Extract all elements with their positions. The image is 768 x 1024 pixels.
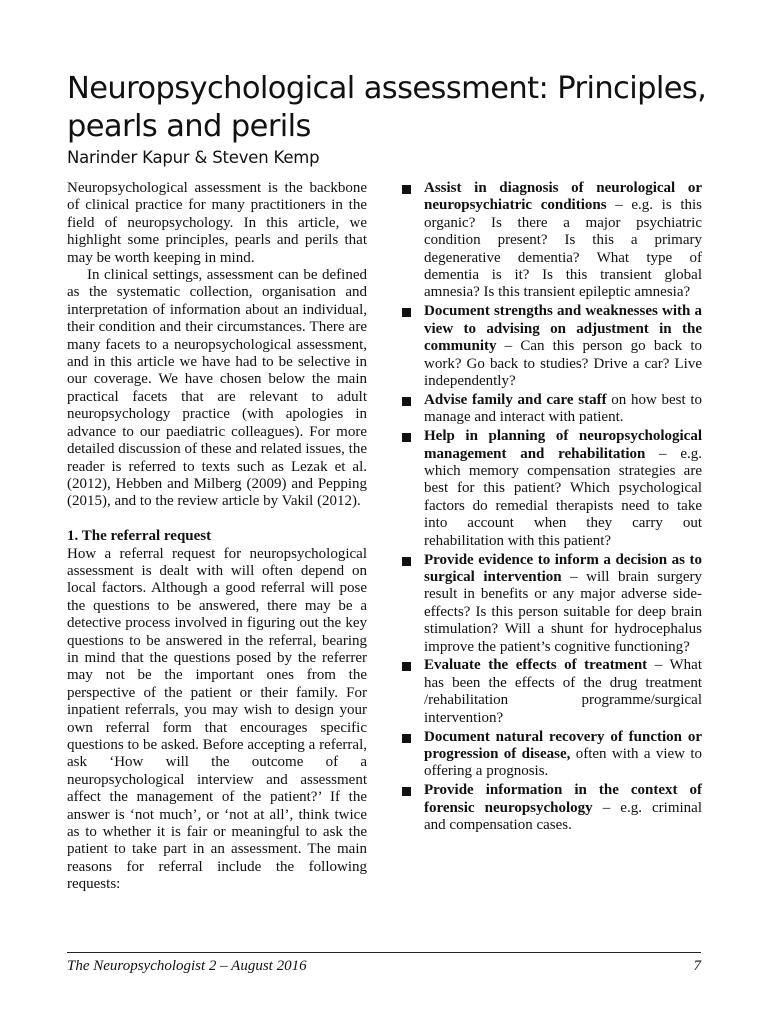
bullet-text: – What has been the effects of the drug treatment /rehabilitation programme/surgical intervention? — [424, 657, 702, 726]
definition-paragraph: In clinical settings, assessment can be defined as the systematic collection, organisation and interpretation of information about an individual, their condition and their circumstances. There are many facets to a neuropsychological assessment, and in this article we have had to be selective in our coverage. We have chosen below the main practical facets that are relevant to adult neuropsychology practice (with apologies in advance to our paediatric colleagues). For more detailed discussion of these and related issues, the reader is referred to texts such as Lezak et al. (2012), Hebben and Milberg (2009) and Pepping (2015), and to the review article by Vakil (2012). — [67, 267, 367, 510]
referral-paragraph: How a referral request for neuropsychological assessment is dealt with will often depend on local factors. Although a good referral will pose the questions to be answered, there may be a detective process involved in figuring out the key questions to be answered in the referral, bearing in mind that the questions posed by the referrer may not be the important ones from the perspective of the patient or their family. For inpatient referrals, you may wish to design your own referral form that encourages specific questions to be asked. Before accepting a referral, ask ‘How will the outcome of a neuropsychological interview and assessment affect the management of the patient?’ If the answer is ‘not much’, or ‘not at all’, think twice as to whether it is fair or meaningful to ask the patient to take part in an assessment. The main reasons for referral include the following requests: — [67, 545, 367, 893]
bullet-bold-text: Document strengths and weaknesses with a view to advising on adjustment in the community — [424, 303, 702, 355]
square-bullet-icon — [402, 397, 411, 406]
list-item — [401, 303, 702, 390]
footer-journal-citation: The Neuropsychologist 2 – August 2016 — [67, 958, 307, 974]
square-bullet-icon — [402, 734, 411, 743]
right-column — [401, 180, 702, 836]
footer-divider — [67, 952, 701, 953]
article-authors: Narinder Kapur & Steven Kemp — [67, 148, 320, 167]
bullet-bold-text: Document natural recovery of function or progression of disease, — [424, 728, 702, 762]
square-bullet-icon — [402, 557, 411, 566]
square-bullet-icon — [402, 185, 411, 194]
list-item — [401, 392, 702, 427]
referral-reasons-list — [401, 180, 702, 835]
bullet-bold-text: Help in planning of neuropsychological management and rehabilitation — [424, 428, 702, 462]
bullet-bold-text: Provide evidence to inform a decision as to surgical intervention — [424, 551, 702, 585]
bullet-bold-text: Provide information in the context of forensic neuropsychology — [424, 782, 702, 816]
bullet-text: – will brain surgery result in benefits or any major adverse side-effects? Is this person suitable for deep brain stimulation? Will a shunt for hydrocephalus improve the patient’s cognitive functioning? — [424, 568, 703, 655]
bullet-text: – e.g. is this organic? Is there a major psychiatric condition present? Is this a primary degenerative dementia? What type of dementia is it? Is this transient global amnesia? Is this transient epileptic amnesia? — [424, 197, 702, 301]
square-bullet-icon — [402, 662, 411, 671]
square-bullet-icon — [402, 433, 411, 442]
page-number: 7 — [693, 958, 701, 974]
list-item — [401, 552, 702, 656]
list-item — [401, 729, 702, 781]
bullet-bold-text: Advise family and care staff — [424, 391, 607, 408]
article-title: Neuropsychological assessment: Principles, pearls and perils — [67, 71, 707, 144]
left-column — [67, 180, 367, 894]
bullet-text: on how best to manage and interact with patient. — [424, 391, 702, 426]
list-item — [401, 657, 702, 727]
intro-paragraph: Neuropsychological assessment is the backbone of clinical practice for many practitioners in the field of neuropsychology. In this article, we highlight some principles, pearls and perils that may be worth keeping in mind. — [67, 180, 367, 266]
bullet-text: – e.g. criminal and compensation cases. — [424, 799, 703, 834]
bullet-text: often with a view to offering a prognosis. — [424, 746, 702, 780]
bullet-text: – e.g. which memory compensation strategies are best for this patient? Which psychological factors do remedial therapists need to take into account when they carry out rehabilitation with this patient? — [424, 445, 702, 549]
list-item — [401, 782, 702, 834]
list-item — [401, 428, 702, 550]
list-item — [401, 180, 702, 302]
square-bullet-icon — [402, 787, 411, 796]
square-bullet-icon — [402, 308, 411, 317]
bullet-text: – Can this person go back to work? Go back to studies? Drive a car? Live independently? — [424, 338, 702, 389]
section-heading-referral-request: 1. The referral request — [67, 528, 212, 545]
bullet-bold-text: Assist in diagnosis of neurological or neuropsychiatric conditions — [424, 180, 702, 214]
bullet-bold-text: Evaluate the effects of treatment — [424, 657, 648, 674]
